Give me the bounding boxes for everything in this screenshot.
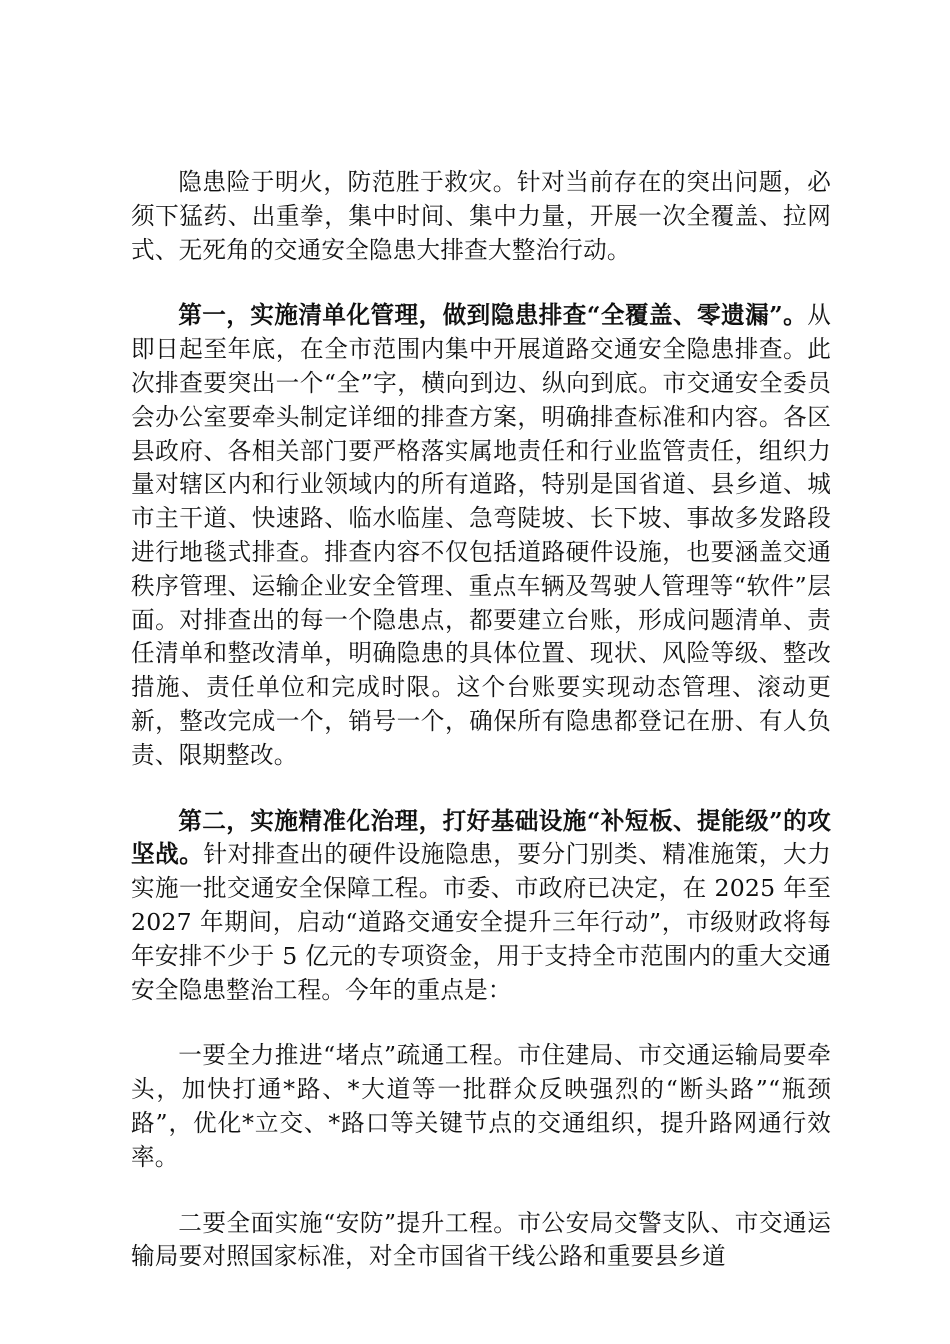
paragraph-text: 一要全力推进“堵点”疏通工程。市住建局、市交通运输局要牵头，加快打通*路、*大道等一批群众反映强烈的“断头路”“瓶颈路”，优化*立交、*路口等关键节点的交通组织，提升路网通行效率。 bbox=[131, 1041, 831, 1171]
paragraph-text: 隐患险于明火，防范胜于救灾。针对当前存在的突出问题，必须下猛药、出重拳，集中时间、集中力量，开展一次全覆盖、拉网式、无死角的交通安全隐患大排查大整治行动。 bbox=[131, 168, 831, 264]
paragraph-text: 二要全面实施“安防”提升工程。市公安局交警支队、市交通运输局要对照国家标准，对全市国省干线公路和重要县乡道 bbox=[131, 1208, 831, 1271]
paragraph-heading: 第二，实施精准化治理，打好基础设施“补短板、提能级”的攻坚战。 bbox=[131, 806, 831, 869]
paragraph-item-one bbox=[131, 1039, 831, 1174]
paragraph-item-two bbox=[131, 1207, 831, 1275]
paragraph-first-measure bbox=[131, 299, 831, 772]
paragraph-second-measure bbox=[131, 805, 831, 1008]
paragraph-heading: 第一，实施清单化管理，做到隐患排查“全覆盖、零遗漏”。 bbox=[178, 301, 808, 330]
paragraph-text: 针对排查出的硬件设施隐患，要分门别类、精准施策，大力实施一批交通安全保障工程。市委、市政府已决定，在 2025 年至 2027 年期间，启动“道路交通安全提升三年行动”，市级财政将每年安排不少于 5 亿元的专项资金，用于支持全市范围内的重大交通安全隐患整治工程。今年的重点是： bbox=[131, 840, 831, 1004]
document-page bbox=[131, 166, 831, 1306]
paragraph-intro bbox=[131, 166, 831, 267]
paragraph-text: 从即日起至年底，在全市范围内集中开展道路交通安全隐患排查。此次排查要突出一个“全”字，横向到边、纵向到底。市交通安全委员会办公室要牵头制定详细的排查方案，明确排查标准和内容。各区县政府、各相关部门要严格落实属地责任和行业监管责任，组织力量对辖区内和行业领域内的所有道路，特别是国省道、县乡道、城市主干道、快速路、临水临崖、急弯陡坡、长下坡、事故多发路段进行地毯式排查。排查内容不仅包括道路硬件设施，也要涵盖交通秩序管理、运输企业安全管理、重点车辆及驾驶人管理等“软件”层面。对排查出的每一个隐患点，都要建立台账，形成问题清单、责任清单和整改清单，明确隐患的具体位置、现状、风险等级、整改措施、责任单位和完成时限。这个台账要实现动态管理、滚动更新，整改完成一个，销号一个，确保所有隐患都登记在册、有人负责、限期整改。 bbox=[131, 301, 831, 769]
